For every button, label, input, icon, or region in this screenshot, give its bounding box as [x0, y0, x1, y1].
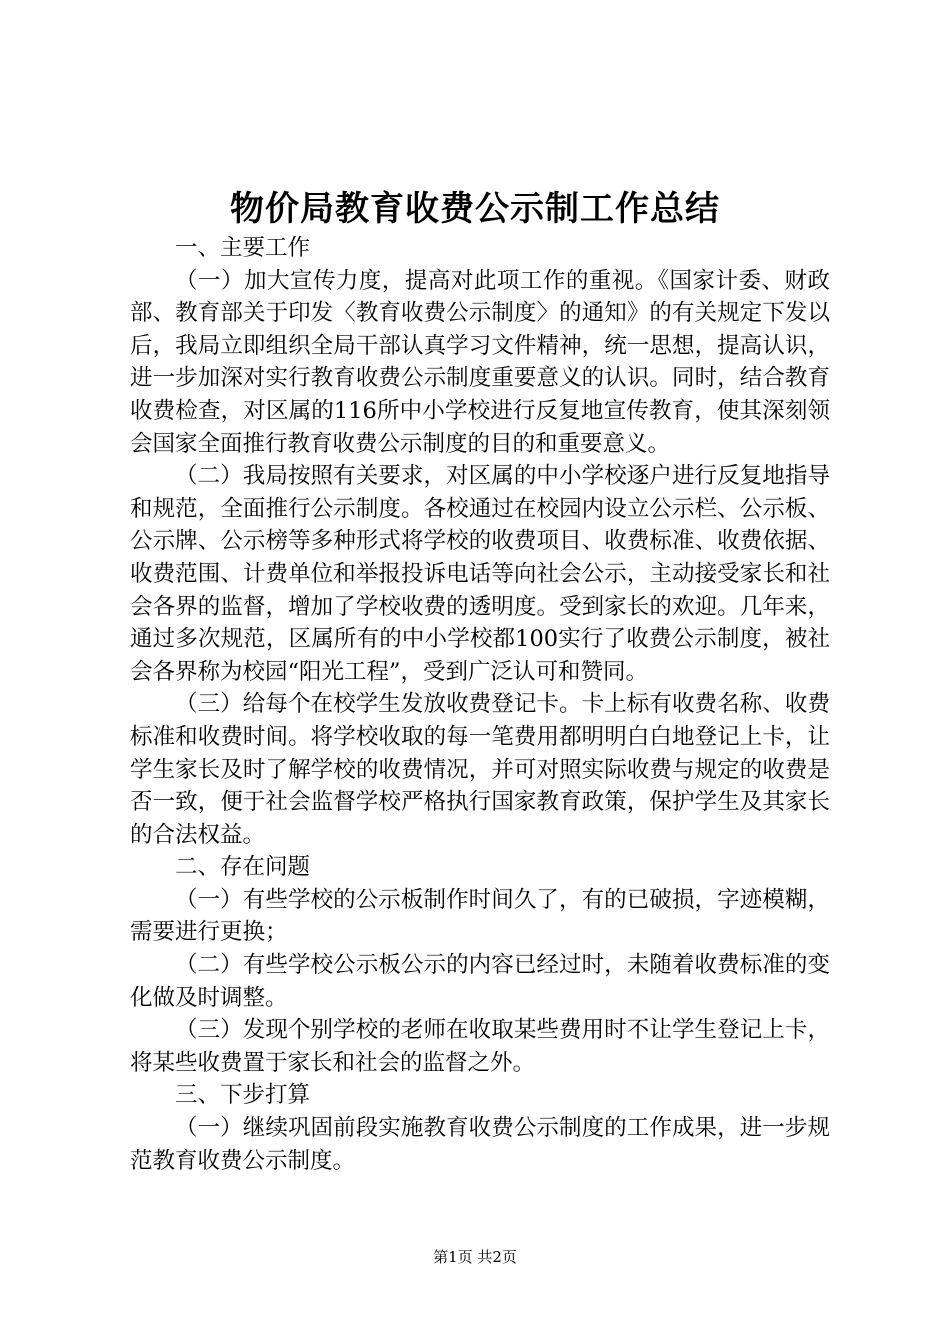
paragraph: （二）我局按照有关要求，对区属的中小学校逐户进行反复地指导和规范，全面推行公示制度。各校通过在校园内设立公示栏、公示板、公示牌、公示榜等多种形式将学校的收费项目、收费标准、收费依据、收费范围、计费单位和举报投诉电话等向社会公示，主动接受家长和社会各界的监督，增加了学校收费的透明度。受到家长的欢迎。几年来，通过多次规范，区属所有的中小学校都100实行了收费公示制度，被社会各界称为校园“阳光工程”，受到广泛认可和赞同。: [130, 463, 830, 685]
section-heading: 一、主要工作: [175, 235, 311, 261]
paragraph: （一）继续巩固前段实施教育收费公示制度的工作成果，进一步规范教育收费公示制度。: [130, 1115, 830, 1174]
section-heading: 三、下步打算: [175, 1082, 311, 1109]
paragraph: （一）加大宣传力度，提高对此项工作的重视。《国家计委、财政部、教育部关于印发〈教育收费公示制度〉的通知》的有关规定下发以后，我局立即组织全局干部认真学习文件精神，统一思想，提高认识，进一步加深对实行教育收费公示制度重要意义的认识。同时，结合教育收费检查，对区属的116所中小学校进行反复地宣传教育，使其深刻领会国家全面推行教育收费公示制度的目的和重要意义。: [130, 267, 830, 457]
document-body: [130, 232, 830, 1177]
document-title: 物价局教育收费公示制工作总结: [230, 189, 720, 229]
paragraph: （三）给每个在校学生发放收费登记卡。卡上标有收费名称、收费标准和收费时间。将学校收取的每一笔费用都明明白白地登记上卡，让学生家长及时了解学校的收费情况，并可对照实际收费与规定的收费是否一致，便于社会监督学校严格执行国家教育政策，保护学生及其家长的合法权益。: [130, 691, 830, 848]
paragraph: （二）有些学校公示板公示的内容已经过时，未随着收费标准的变化做及时调整。: [130, 952, 830, 1011]
paragraph: （三）发现个别学校的老师在收取某些费用时不让学生登记上卡，将某些收费置于家长和社会的监督之外。: [130, 1017, 830, 1076]
page-footer: 第1页 共2页: [433, 1248, 517, 1266]
section-heading: 二、存在问题: [175, 854, 311, 881]
paragraph: （一）有些学校的公示板制作时间久了，有的已破损，字迹模糊，需要进行更换；: [130, 886, 830, 946]
